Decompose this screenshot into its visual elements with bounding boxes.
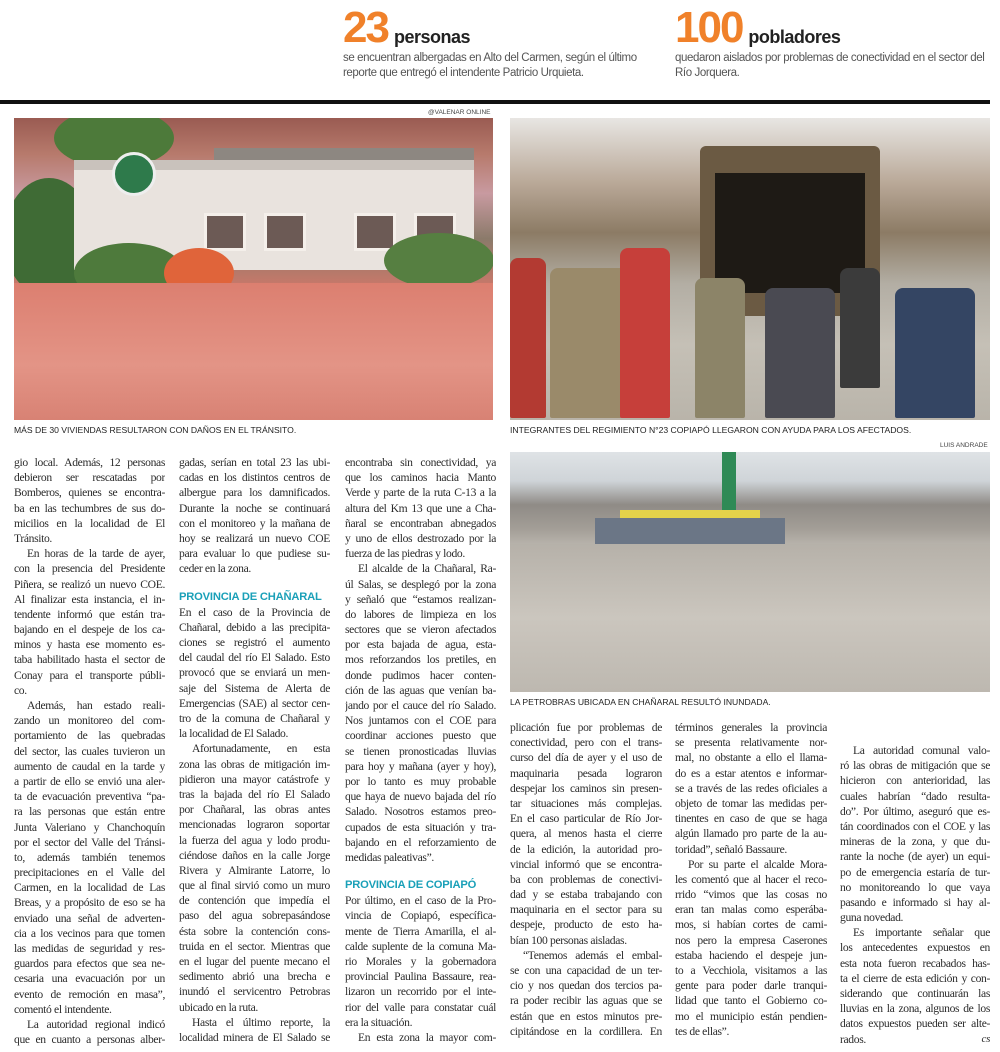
text-line: micilios en la localidad de El [14,516,165,530]
text-line: bajando en el reforzamiento de [345,835,496,849]
text-line: siderando que continuarán las [840,987,990,1000]
text-line: eran tan malas como esperába- [675,903,827,917]
text-line: vincia de Copiapó, específica- [345,909,496,923]
text-line: mos, si habían cortes de cami- [675,918,827,932]
text-line: do es a estar atentos e informar- [675,766,827,780]
text-line: despejar los caminos sin presen- [510,781,662,795]
text-line: En esta zona la mayor com- [358,1030,496,1044]
text-line: nos pero la empresa Caserones [675,933,827,947]
text-line: ba con problemas de conectivi- [510,872,662,886]
text-line: to, además también tenemos [14,850,165,864]
text-line: datos expuestos pueden ser alte- [840,1017,990,1031]
text-line: bían 100 personas aisladas. [510,933,627,947]
text-line: con la presencia del Presidente [14,562,165,576]
text-line: taba habilitado hasta el sector de [14,653,165,667]
text-line: lluvias en la zona, algunos de los [840,1002,990,1016]
article-paragraph [345,1030,496,1045]
text-line: despeje, producto de esto ha- [510,918,662,932]
stat-pobladores [675,3,995,81]
text-line: maquinaria en el sector para su [510,903,662,917]
text-line: de contención que impedía el [179,894,330,908]
text-line: que en cuanto a personas alber- [14,1033,165,1047]
text-line: coordinar acciones puesto que [345,729,496,743]
photo-regiment-aid [510,118,990,420]
text-line: se presenta relativamente nor- [675,736,827,750]
article-column-5 [675,720,827,1039]
text-line: Carmen, en la localidad de Las [14,881,165,895]
text-line: Además, han estado reali- [27,699,165,712]
text-line: que al final sirvió como un muro [179,879,330,893]
text-line: con el monitoreo y la mañana de [179,516,330,530]
article-paragraph [179,741,330,1014]
text-line: ba en las techumbres de sus do- [14,501,165,515]
article-paragraph [179,605,330,742]
text-line: localidad minera de El Salado se [179,1030,330,1044]
text-line: Junta Valeriano y Chanchoquín [14,820,165,834]
text-line: en el lugar del puente mecano el [179,955,330,968]
article-paragraph [14,698,165,1017]
text-line: Afortunadamente, en esta [192,742,330,756]
text-line: debieron ser rescatadas por [14,471,165,485]
text-line: ta el cierre de esta edición y con- [840,971,990,985]
text-line: Chañaral, debido a las precipita- [179,620,330,634]
text-line: En el caso particular de Río Jor- [510,812,662,826]
text-line: para evaluar lo que pudiese su- [179,547,330,561]
article-column-1 [14,455,165,1047]
text-line: para hoy y mañana (ayer y hoy), [345,759,496,773]
text-line: toridad”, señaló Bassaure. [675,842,787,856]
text-line: ésta sobre la contención cons- [179,924,330,938]
text-line: albergue para los damnificados. [179,486,330,500]
text-line: Por su parte el alcalde Mora- [688,857,827,871]
text-line: se tienen pronosticadas lluvias [345,744,496,758]
police-sign [112,152,156,196]
text-line: se a través de las redes oficiales a [675,781,827,795]
text-line: del caudal del río El Salado. Esto [179,651,330,665]
photo-caption: LA PETROBRAS UBICADA EN CHAÑARAL RESULTÓ INUNDADA. [510,697,771,707]
text-line: los antecedentes expuestos en [840,941,990,955]
article-column-4 [510,720,662,1039]
article-paragraph [675,857,827,1039]
stat-description: se encuentran albergadas en Alto del Carmen, según el último reporte que entregó el intendente Patricio Urquieta. [343,52,637,79]
text-line: úl Salas, se desplegó por la zona [345,577,496,591]
text-line: ñaral se encontraban abnegados [345,516,496,530]
text-line: cesaria una evacuación por un [14,972,165,986]
text-line: objeto de tomar las medidas per- [675,796,827,810]
text-line: Breas, y a propósito de eso se ha [14,896,165,910]
text-line: plicación fue por problemas de [510,721,662,734]
stat-unit: pobladores [748,27,841,47]
text-line: del sector, las cuales tuvieron un [14,744,165,758]
text-line: tinentes en caso de que se haga [675,812,827,826]
section-divider [0,100,990,104]
text-line: Durante la noche se continuará [179,501,330,515]
photo-credit: @VALENAR ONLINE [428,109,491,116]
article-column-6 [840,743,990,1047]
text-line: conectividad, pero con el trans- [510,736,662,750]
text-line: to a Vecchiola, visitamos a las [675,964,827,977]
text-line: inundó el servicentro Petrobras [179,985,330,999]
text-line: Conay para el transporte públi- [14,668,165,682]
text-line: la fuerza del agua y lodo produ- [179,833,330,847]
text-line: estaba haciendo el despeje jun- [675,948,827,962]
text-line: La autoridad comunal valo- [853,744,990,757]
text-line: Tránsito. [14,531,52,545]
text-line: mal, no obstante a ello el llama- [675,751,827,765]
text-line: lidad que tanto el Gobierno co- [675,994,827,1008]
text-line: hoy se realizará un nuevo COE [179,531,330,545]
article-column-3 [345,455,496,1045]
text-line: tendente informó que están tra- [14,607,165,621]
text-line: pidieron una mayor catástrofe y [179,772,330,786]
text-line: ta de evacuación preventiva “pa- [14,790,165,804]
text-line-final [840,1032,990,1047]
photo-flooded-petrobras [510,452,990,692]
text-line: a partir de ello se envió una aler- [14,774,165,788]
text-line: algún llamado pro parte de la au- [675,827,827,841]
text-line: guardos para efectos que sea ne- [14,957,165,971]
text-line: Rivera y Almirante Latorre, lo [179,863,330,877]
text-line: quera, al menos hasta el cierre [510,827,662,841]
text-line: lizaron un recorrido por el inte- [345,985,496,999]
text-line: do”. Por último, aseguró que es- [840,804,990,818]
text-line: ra las personas que están entre [14,805,165,819]
text-line: cuales habrían “dado resulta- [840,789,990,803]
photo-caption: INTEGRANTES DEL REGIMIENTO N°23 COPIAPÓ LLEGARON CON AYUDA PARA LOS AFECTADOS. [510,425,912,435]
text-line: aumento de caudal en la tarde y [14,759,165,773]
text-line: co. [14,683,27,697]
article-paragraph [14,1017,165,1047]
article-paragraph [345,893,496,1030]
text-line: La autoridad regional indicó [27,1017,165,1031]
text-line: que los caminos hacia Manto [345,471,496,485]
text-line: dad y se estaba trabajando con [510,888,662,902]
text-line: gadas, serían en total 23 las ubi- [179,456,330,469]
text-line: Es importante señalar que [853,926,990,940]
article-column-2 [179,455,330,1045]
text-line: no monitoreando lo que vaya [840,880,990,894]
text-line: cadas en los distintos centros de [179,471,330,485]
text-line: tán coordinados con el COE y las [840,819,990,833]
text-line: de la edición, la autoridad pro- [510,842,662,856]
text-line: calde suplente de la comuna Ma- [345,939,496,953]
text-line: do labores de limpieza en los [345,607,496,621]
text-line: por esta bajada de agua, esta- [345,638,496,652]
text-line: Nos juntamos con el COE para [345,714,496,728]
text-line: precipitaciones en el Valle del [14,866,165,880]
article-paragraph [345,561,496,865]
text-line: “Tenemos además el embal- [523,948,662,962]
article-paragraph [345,455,496,561]
article-paragraph [675,720,827,857]
text-line: pasando e informado si hay al- [840,895,990,909]
text-line: rante la noche (de ayer) un equi- [840,850,990,864]
text-line: mos reforzandos los pretiles, en [345,653,496,667]
text-line: Hasta el último reporte, la [192,1015,330,1029]
stat-description: quedaron aislados por problemas de conectividad en el sector del Río Jorquera. [675,52,985,79]
stat-number: 100 [675,3,743,52]
text-line: En horas de la tarde de ayer, [27,547,165,561]
text-line: tro de la comuna de Chañaral y [179,712,330,725]
text-line: era la situación. [345,1015,413,1029]
text-line: ra poder recibir las aguas que se [510,994,662,1008]
article-paragraph [14,546,165,698]
article-paragraph [179,1015,330,1045]
text-line: curso del día de ayer y el uso de [510,751,662,765]
text-line: minos y hasta ese momento es- [14,638,165,652]
text-line: cia a los vecinos para que tomen [14,926,165,940]
text-line: tar situaciones más complejas. [510,796,662,810]
text-line: zona las obras de mitigación im- [179,757,330,771]
text-line: rrido “vimos que las cosas no [675,888,827,902]
text-line: guna novedad. [840,911,904,925]
text-line: provocó que se enviará un men- [179,666,330,680]
article-paragraph [179,455,330,577]
article-paragraph [510,720,662,948]
text-line: sedimento abrió una brecha e [179,970,330,984]
text-line: mo el municipio están pendien- [675,1009,827,1023]
photo-flooded-house [14,118,493,420]
text-line: rior del valle para constatar cuál [345,1000,496,1014]
text-line: tras la bajada del río El Salado [179,787,330,801]
article-paragraph [510,948,662,1039]
text-line: hicieron con anterioridad, las [840,774,990,788]
text-line: jando por el cauce del río Salado. [345,699,496,712]
text-line: vincial informó que se encontra- [510,857,662,871]
article-paragraph [14,455,165,546]
article-paragraph [840,925,990,1047]
text-line: saje del Sistema de Alerta de [179,681,330,695]
text-line: tes de ellas”. [675,1024,730,1038]
text-line: ciones se registró el aumento [179,636,330,650]
text-line: El alcalde de la Chañaral, Ra- [358,562,496,576]
text-line: zando un monitoreo del com- [14,714,165,728]
stat-personas [343,3,663,81]
text-line: por lo tanto es muy probable [345,774,496,788]
text-line: mineras de la zona, y que du- [840,835,990,849]
text-line: ró las obras de mitigación que se [840,759,990,773]
text-line: Por último, en el caso de la Pro- [345,894,496,908]
text-line: comentó el intendente. [14,1002,112,1016]
text-line: evento de remoción en masa”, [14,987,165,1001]
text-line: esta nota fueron recabados has- [840,956,990,970]
text-line: enviado una señal de adverten- [14,911,165,925]
text-line: Emergencias (SAE) al sector cen- [179,696,330,710]
text-line: encontraba sin conectividad, ya [345,456,496,469]
photo-credit: LUIS ANDRADE [940,442,988,449]
text-line: que haya de nuevo bajada del río [345,790,496,804]
text-line: bajando en el despeje de los ca- [14,623,165,637]
text-line: y uno de ellos destrozado por la [345,531,496,545]
text-line: gente para poder darle tranqui- [675,979,827,993]
photo-caption: MÁS DE 30 VIVIENDAS RESULTARON CON DAÑOS EN EL TRÁNSITO. [14,425,297,435]
text-line: cupados de esta situación y tra- [345,820,496,834]
text-line: provincial Paulina Bassaure, rea- [345,970,496,984]
text-line: Salado. Nosotros estamos preo- [345,805,496,819]
text-line: mencionadas lograron soportar [179,818,330,832]
text-line: ubicado en la ruta. [179,1000,258,1014]
text-line: truida en el sector. Mientras que [179,939,330,953]
text-line: maquinaria pesada lograron [510,766,662,780]
text-line: y señaló que “estamos realizan- [345,592,496,606]
article-paragraph [840,743,990,925]
text-line: medidas paleativas”. [345,850,434,864]
text-line: po de emergencia estaría de tur- [840,865,990,879]
text-line: ción de las aguas que venían ba- [345,683,496,697]
text-line: rio Morales y la gobernadora [345,955,496,968]
text-line: Verde y parte de la ruta C-13 a la [345,486,496,500]
text-line: altura del Km 13 que une a Cha- [345,501,496,515]
text-line: paso del agua sobrepasándose [179,909,330,923]
text-line: mente de Tierra Amarilla, el al- [345,924,496,938]
text-line: están que en estos minutos pre- [510,1009,662,1023]
text-line: la localidad de El Salado. [179,727,289,741]
text-line: gio local. Además, 12 personas [14,456,165,469]
text-line: cio y nos quedan dos tercios pa- [510,979,662,993]
stat-unit: personas [393,27,470,47]
text-line: portamiento de las quebradas [14,729,165,743]
section-subheading: PROVINCIA DE COPIAPÓ [345,879,477,892]
text-line: cipitándose en la cordillera. En [510,1024,662,1038]
text-line: sectores que se vieron afectados [345,623,496,637]
text-line: En el caso de la Provincia de [179,605,330,619]
text-line: las medidas de seguridad y res- [14,942,165,955]
text-line: fuerza de las piedras y lodo. [345,547,465,561]
text-line: rados. [840,1032,866,1046]
text-line: se con una capacidad de un ter- [510,964,662,977]
text-line: Al finalizar esta instancia, el in- [14,592,165,606]
text-line: por Chañaral, las obras antes [179,803,330,817]
text-line: les comentó que al hacer el reco- [675,872,827,886]
stat-number: 23 [343,3,388,52]
text-line: ceder en la zona. [179,562,251,576]
text-line: por el sector del Valle del Tránsi- [14,835,165,849]
text-line: Piñera, se realizó un nuevo COE. [14,577,165,591]
section-subheading: PROVINCIA DE CHAÑARAL [179,590,322,603]
end-of-article-mark: cs [981,1032,990,1045]
text-line: ciéndose daños en la calle Jorge [179,848,330,862]
text-line: Bomberos, quienes se encontra- [14,486,165,500]
text-line: términos generales la provincia [675,721,827,734]
text-line: donde pudimos hacer conten- [345,668,496,682]
